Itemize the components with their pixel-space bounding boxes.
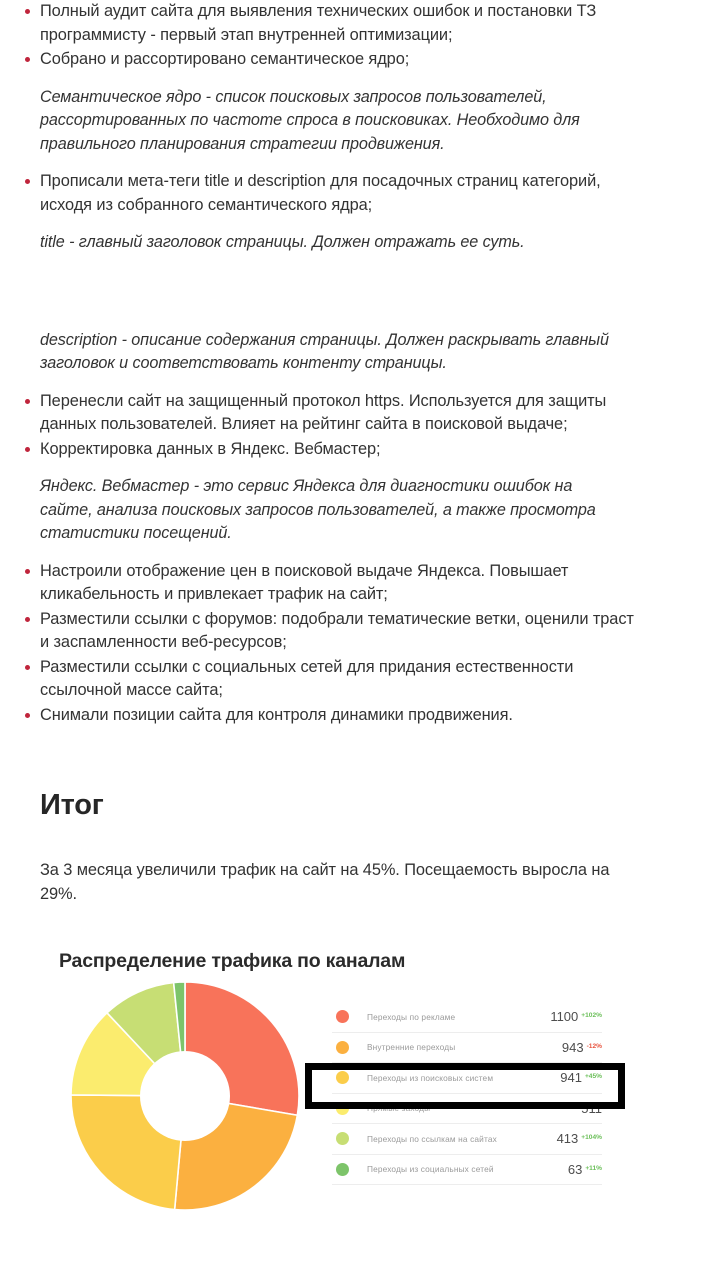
legend-delta-badge: +45% (584, 1073, 602, 1081)
legend-delta-badge: +11% (585, 1164, 602, 1172)
legend-delta-badge: +104% (581, 1134, 602, 1142)
legend-row[interactable] (332, 1002, 602, 1033)
list-item-note: title - главный заголовок страницы. Должен отражать ее суть. (40, 233, 525, 251)
legend-value-number: 413 (556, 1131, 579, 1147)
legend-color-dot (336, 1132, 349, 1145)
legend-color-dot (336, 1071, 349, 1084)
legend-value (568, 1162, 602, 1177)
legend-delta-badge: -12% (586, 1042, 602, 1050)
legend-value (560, 1070, 602, 1085)
legend-row[interactable] (332, 1155, 602, 1186)
summary-paragraph: За 3 месяца увеличили трафик на сайт на 45%. Посещаемость выросла на 29%. (40, 861, 610, 903)
page-title: Итог (40, 789, 104, 822)
legend-color-dot (336, 1041, 349, 1054)
list-item-note: description - описание содержания страницы. Должен раскрывать главный заголовок и соответствовать контенту страницы. (40, 330, 609, 372)
legend-value-number: 1100 (550, 1009, 579, 1025)
list-item: Разместили ссылки с социальных сетей для придания естественности ссылочной массе сайта; (0, 656, 640, 703)
legend-value-number: 63 (567, 1161, 583, 1177)
legend-label: Переходы из социальных сетей (367, 1164, 494, 1175)
chart-title: Распределение трафика по каналам (59, 950, 406, 972)
legend-color-dot (336, 1163, 349, 1176)
legend-label: Переходы по рекламе (367, 1011, 456, 1022)
legend-row[interactable] (332, 1094, 602, 1125)
legend-label: Прямые заходы (367, 1103, 431, 1114)
list-item: Полный аудит сайта для выявления технических ошибок и постановки ТЗ программисту - первый этап внутренней оптимизации; (0, 0, 640, 47)
legend-value-number: 943 (561, 1039, 584, 1055)
legend-value (562, 1040, 602, 1055)
legend-color-dot (336, 1010, 349, 1023)
donut-hole (140, 1051, 230, 1141)
legend-row[interactable] (332, 1063, 602, 1094)
list-spacer (0, 269, 719, 315)
list-item: Прописали мета-теги title и description для посадочных страниц категорий, исходя из собранного семантического ядра; (0, 170, 640, 217)
legend-value-number: 511 (581, 1100, 602, 1116)
donut-chart (71, 982, 299, 1210)
legend-label: Переходы из поисковых систем (367, 1072, 494, 1083)
legend-row[interactable] (332, 1124, 602, 1155)
legend-label: Переходы по ссылкам на сайтах (367, 1133, 497, 1144)
list-item: Снимали позиции сайта для контроля динамики продвижения. (0, 704, 640, 728)
list-item: Настроили отображение цен в поисковой выдаче Яндекса. Повышает кликабельность и привлекает трафик на сайт; (0, 560, 640, 607)
legend-label: Внутренние переходы (367, 1042, 456, 1053)
legend-delta-badge: +102% (581, 1012, 602, 1020)
list-item-note: Яндекс. Вебмастер - это сервис Яндекса для диагностики ошибок на сайте, анализа поисковых запросов пользователей, а также просмотра статистики посещений. (40, 477, 596, 542)
legend-color-dot (336, 1102, 349, 1115)
list-item: Корректировка данных в Яндекс. Вебмастер; (0, 438, 640, 462)
legend-value (550, 1009, 602, 1024)
legend-row[interactable] (332, 1033, 602, 1064)
traffic-chart (0, 930, 719, 1240)
chart-legend (332, 1002, 602, 1185)
legend-value-number: 941 (560, 1070, 582, 1086)
legend-value (581, 1101, 602, 1116)
list-item: Разместили ссылки с форумов: подобрали тематические ветки, оценили траст и заспамленности веб-ресурсов; (0, 608, 640, 655)
list-item: Перенесли сайт на защищенный протокол https. Используется для защиты данных пользователей. Влияет на рейтинг сайта в поисковой выдаче; (0, 390, 640, 437)
donut-svg (71, 982, 299, 1210)
list-item-note: Семантическое ядро - список поисковых запросов пользователей, рассортированных по частоте спроса в поисковиках. Необходимо для правильного планирования стратегии продвижения. (40, 87, 580, 153)
list-item: Собрано и рассортировано семантическое ядро; (0, 48, 640, 72)
legend-value (557, 1131, 602, 1146)
